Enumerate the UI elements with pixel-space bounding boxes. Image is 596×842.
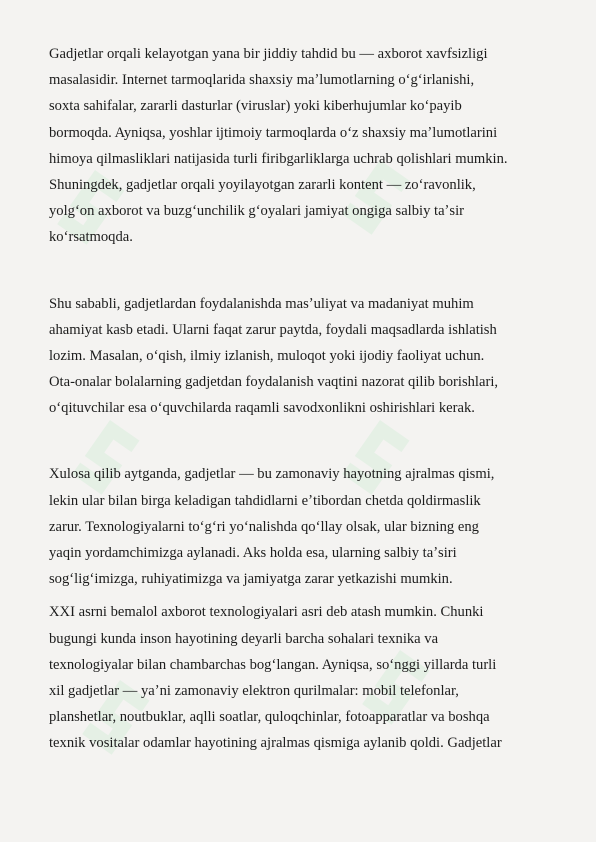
text-line: lozim. Masalan, oʻqish, ilmiy izlanish, muloqot yoki ijodiy faoliyat uchun. <box>49 347 485 364</box>
text-line: himoya qilmasliklari natijasida turli firibgarliklarga uchrab qolishlari mumkin. <box>49 150 508 167</box>
text-line: texnik vositalar odamlar hayotining ajralmas qismiga aylanib qoldi. Gadjetlar <box>49 735 502 752</box>
text-line: zarur. Texnologiyalarni toʻgʻri yoʻnalishda qoʻllay olsak, ular bizning eng <box>49 518 479 535</box>
text-line: oʻqituvchilar esa oʻquvchilarda raqamli savodxonlikni oshirishlari kerak. <box>49 400 475 417</box>
paragraph-spacer <box>49 592 551 599</box>
text-line: yolgʻon axborot va buzgʻunchilik gʻoyalari jamiyat ongiga salbiy taʼsir <box>49 203 465 220</box>
text-line: soxta sahifalar, zararli dasturlar (viruslar) yoki kiberhujumlar koʻpayib <box>49 98 462 115</box>
text-line: ahamiyat kasb etadi. Ularni faqat zarur paytda, foydali maqsadlarda ishlatish <box>49 321 497 338</box>
text-line: bormoqda. Ayniqsa, yoshlar ijtimoiy tarmoqlarda oʻz shaxsiy maʼlumotlarini <box>49 124 498 141</box>
text-line: Gadjetlar orqali kelayotgan yana bir jiddiy tahdid bu — axborot xavfsizligi <box>49 46 488 62</box>
text-line: yaqin yordamchimizga aylanadi. Aks holda esa, ularning salbiy taʼsiri <box>49 545 457 561</box>
text-line: Ota-onalar bolalarning gadjetdan foydalanish vaqtini nazorat qilib borishlari, <box>49 374 499 391</box>
paragraph-responsible-use <box>49 291 551 422</box>
text-line: XXI asrni bemalol axborot texnologiyalari asri deb atash mumkin. Chunki <box>49 604 484 621</box>
text-line: planshetlar, noutbuklar, aqlli soatlar, quloqchinlar, fotoapparatlar va boshqa <box>49 709 490 726</box>
paragraph-21st-century <box>49 599 551 756</box>
text-line: Shu sababli, gadjetlardan foydalanishda masʼuliyat va madaniyat muhim <box>49 295 474 312</box>
text-line: Shuningdek, gadjetlar orqali yoyilayotgan zararli kontent — zoʻravonlik, <box>49 176 476 193</box>
text-line: masalasidir. Internet tarmoqlarida shaxsiy maʼlumotlarning oʻgʻirlanishi, <box>49 72 475 89</box>
paragraph-spacer <box>49 251 551 291</box>
text-line: sogʻligʻimizga, ruhiyatimizga va jamiyatga zarar yetkazishi mumkin. <box>49 571 453 588</box>
text-line: xil gadjetlar — yaʼni zamonaviy elektron qurilmalar: mobil telefonlar, <box>49 682 459 699</box>
document-body <box>49 41 551 757</box>
paragraph-conclusion <box>49 461 551 592</box>
text-line: Xulosa qilib aytganda, gadjetlar — bu zamonaviy hayotning ajralmas qismi, <box>49 466 495 483</box>
text-line: lekin ular bilan birga keladigan tahdidlarni eʼtibordan chetda qoldirmaslik <box>49 492 481 509</box>
text-line: bugungi kunda inson hayotining deyarli barcha sohalari texnika va <box>49 630 439 647</box>
text-line: texnologiyalar bilan chambarchas bogʻlangan. Ayniqsa, soʻnggi yillarda turli <box>49 656 497 673</box>
paragraph-spacer <box>49 421 551 461</box>
text-line: koʻrsatmoqda. <box>49 229 133 246</box>
paragraph-information-security <box>49 41 551 251</box>
